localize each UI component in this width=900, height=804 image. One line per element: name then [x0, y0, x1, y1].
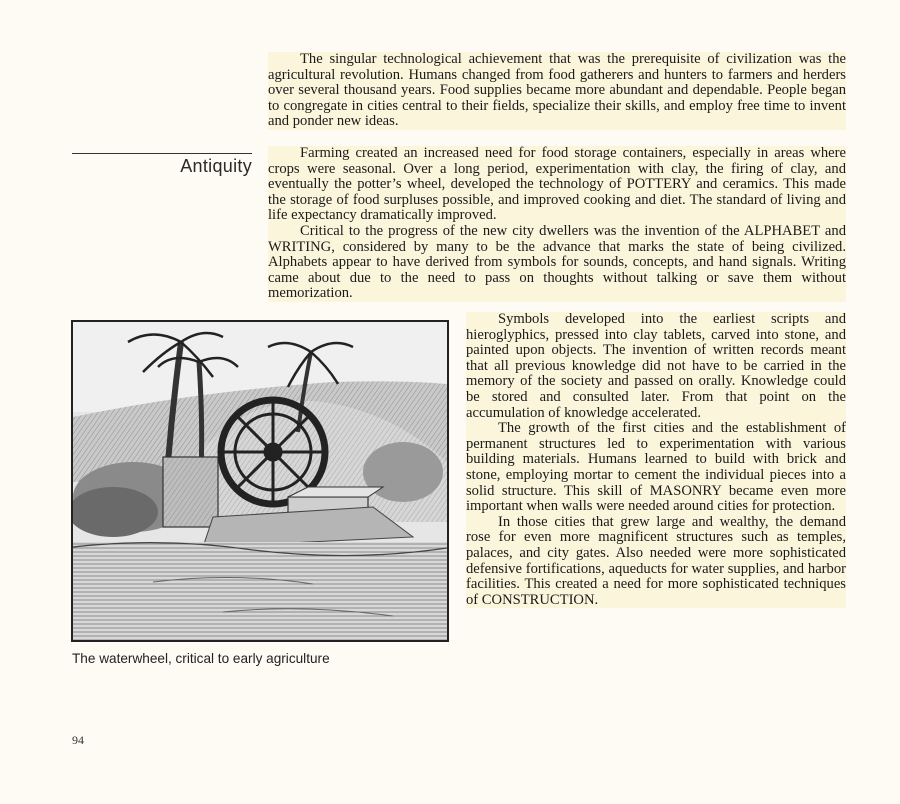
paragraph-writing: Critical to the progress of the new city dwellers was the invention of the ALPHABET and WRITING, considered by many to be the advance that marks the state of being civilized. Alphabets appear to have derived from symbols for sounds, concepts, and hand signals. Writing came about due to the need to pass on thoughts without talking or save them without memorization. [268, 222, 846, 302]
page-number: 94 [72, 733, 84, 747]
upper-paragraph-block [268, 146, 846, 302]
lower-paragraph-block [466, 312, 846, 608]
figure-caption: The waterwheel, critical to early agriculture [72, 651, 330, 666]
section-divider-rule [72, 153, 252, 154]
waterwheel-illustration [73, 322, 447, 640]
paragraph-masonry: The growth of the first cities and the establishment of permanent structures led to experimentation with various building materials. Humans learned to build with brick and stone, employing mortar to cement the individual pieces into a solid structure. This skill of MASONRY became even more important when walls were needed around cities for protection. [466, 420, 846, 515]
paragraph-farming: Farming created an increased need for food storage containers, especially in areas where crops were seasonal. Over a long period, experimentation with clay, the firing of clay, and eventually the potter’s wheel, developed the technology of POTTERY and ceramics. This made the storage of food surpluses possible, and improved cooking and diet. The standard of living and life expectancy dramatically improved. [268, 145, 846, 224]
paragraph-intro: The singular technological achievement that was the prerequisite of civilization was the agricultural revolution. Humans changed from food gatherers and hunters to farmers and herders over several thousand years. Food supplies became more abundant and dependable. People began to congregate in cities central to their fields, specialize their skills, and employ free time to invent and ponder new ideas. [268, 51, 846, 130]
section-heading: Antiquity [180, 156, 252, 176]
paragraph-symbols: Symbols developed into the earliest scripts and hieroglyphics, pressed into clay tablets, carved into stone, and painted upon objects. The invention of written records meant that all previous knowledge did not have to be carried in the memory of the society and passed on orally. Knowledge could be stored and consulted later. From that point on the accumulation of knowledge accelerated. [466, 311, 846, 421]
intro-paragraph-block [268, 52, 846, 130]
paragraph-construction: In those cities that grew large and wealthy, the demand rose for even more magnificent structures such as temples, palaces, and city gates. Also needed were more sophisticated defensive fortifications, aqueducts for water supplies, and harbor facilities. This created a need for more sophisticated techniques of CONSTRUCTION. [466, 513, 846, 608]
waterwheel-illustration-frame [71, 320, 449, 642]
